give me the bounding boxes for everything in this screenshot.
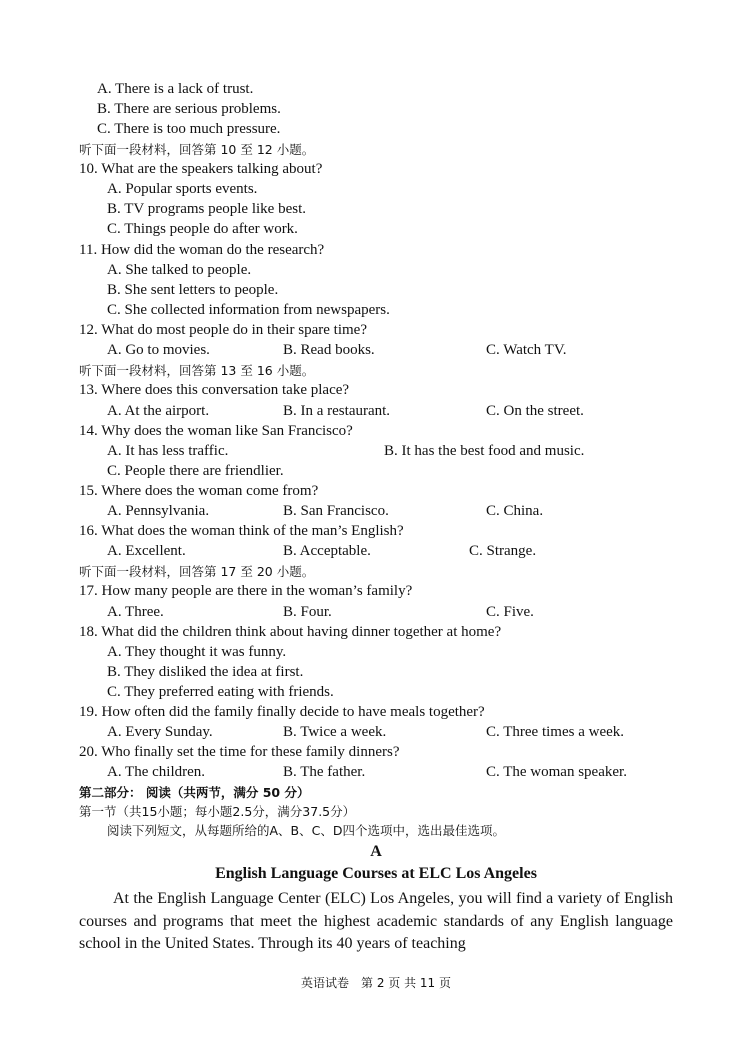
q15-option-c: C. China. [486,503,544,519]
q13-stem: 13. Where does this conversation take place? [79,382,350,398]
part2-heading: 第二部分： 阅读（共两节，满分 50 分） [79,785,310,800]
q19-option-a: A. Every Sunday. [107,724,213,740]
q16-stem: 16. What does the woman think of the man’s English? [79,523,404,539]
q11-option-a: A. She talked to people. [107,262,252,278]
q20-stem: 20. Who finally set the time for these family dinners? [79,744,400,760]
q20-option-a: A. The children. [107,764,206,780]
q12-stem: 12. What do most people do in their spare time? [79,322,367,338]
q17-stem: 17. How many people are there in the woman’s family? [79,583,413,599]
q12-option-c: C. Watch TV. [486,342,567,358]
q13-option-b: B. In a restaurant. [283,403,391,419]
q17-option-a: A. Three. [107,604,164,620]
q9-option-a: A. There is a lack of trust. [97,81,254,97]
q11-option-c: C. She collected information from newspapers. [107,302,390,318]
q20-option-c: C. The woman speaker. [486,764,627,780]
q19-option-b: B. Twice a week. [283,724,387,740]
q18-option-c: C. They preferred eating with friends. [107,684,334,700]
reading-instruction: 阅读下列短文，从每题所给的A、B、C、D四个选项中，选出最佳选项。 [107,823,505,838]
q10-option-b: B. TV programs people like best. [107,201,306,217]
q16-option-c: C. Strange. [469,543,537,559]
page-footer: 英语试卷 第 2 页 共 11 页 [301,976,451,990]
instruction-13-16: 听下面一段材料，回答第 13 至 16 小题。 [79,363,315,378]
q17-option-b: B. Four. [283,604,332,620]
section1-heading: 第一节（共15小题；每小题2.5分，满分37.5分） [79,804,356,819]
q9-option-c: C. There is too much pressure. [97,121,281,137]
q15-option-b: B. San Francisco. [283,503,389,519]
q10-option-a: A. Popular sports events. [107,181,258,197]
q13-option-a: A. At the airport. [107,403,210,419]
q20-option-b: B. The father. [283,764,366,780]
q13-option-c: C. On the street. [486,403,584,419]
q14-option-c: C. People there are friendlier. [107,463,284,479]
q12-option-a: A. Go to movies. [107,342,210,358]
q15-option-a: A. Pennsylvania. [107,503,210,519]
q18-option-b: B. They disliked the idea at first. [107,664,304,680]
q10-stem: 10. What are the speakers talking about? [79,161,323,177]
q12-option-b: B. Read books. [283,342,375,358]
q17-option-c: C. Five. [486,604,534,620]
q16-option-b: B. Acceptable. [283,543,371,559]
passage-letter: A [370,843,382,860]
passage-title: English Language Courses at ELC Los Angeles [215,865,537,882]
instruction-10-12: 听下面一段材料，回答第 10 至 12 小题。 [79,142,315,157]
q19-stem: 19. How often did the family finally decide to have meals together? [79,704,485,720]
q14-option-b: B. It has the best food and music. [384,443,585,459]
q18-stem: 18. What did the children think about having dinner together at home? [79,624,502,640]
q19-option-c: C. Three times a week. [486,724,625,740]
passage-paragraph: At the English Language Center (ELC) Los Angeles, you will find a variety of English courses and programs that meet the highest academic standards of any English language school in the United States. Through its 40 years of teaching [79,890,673,952]
q14-option-a: A. It has less traffic. [107,443,229,459]
q10-option-c: C. Things people do after work. [107,221,298,237]
instruction-17-20: 听下面一段材料，回答第 17 至 20 小题。 [79,564,315,579]
q11-option-b: B. She sent letters to people. [107,282,279,298]
q11-stem: 11. How did the woman do the research? [79,242,325,258]
q18-option-a: A. They thought it was funny. [107,644,287,660]
q15-stem: 15. Where does the woman come from? [79,483,319,499]
q14-stem: 14. Why does the woman like San Francisco? [79,423,353,439]
q9-option-b: B. There are serious problems. [97,101,281,117]
q16-option-a: A. Excellent. [107,543,186,559]
